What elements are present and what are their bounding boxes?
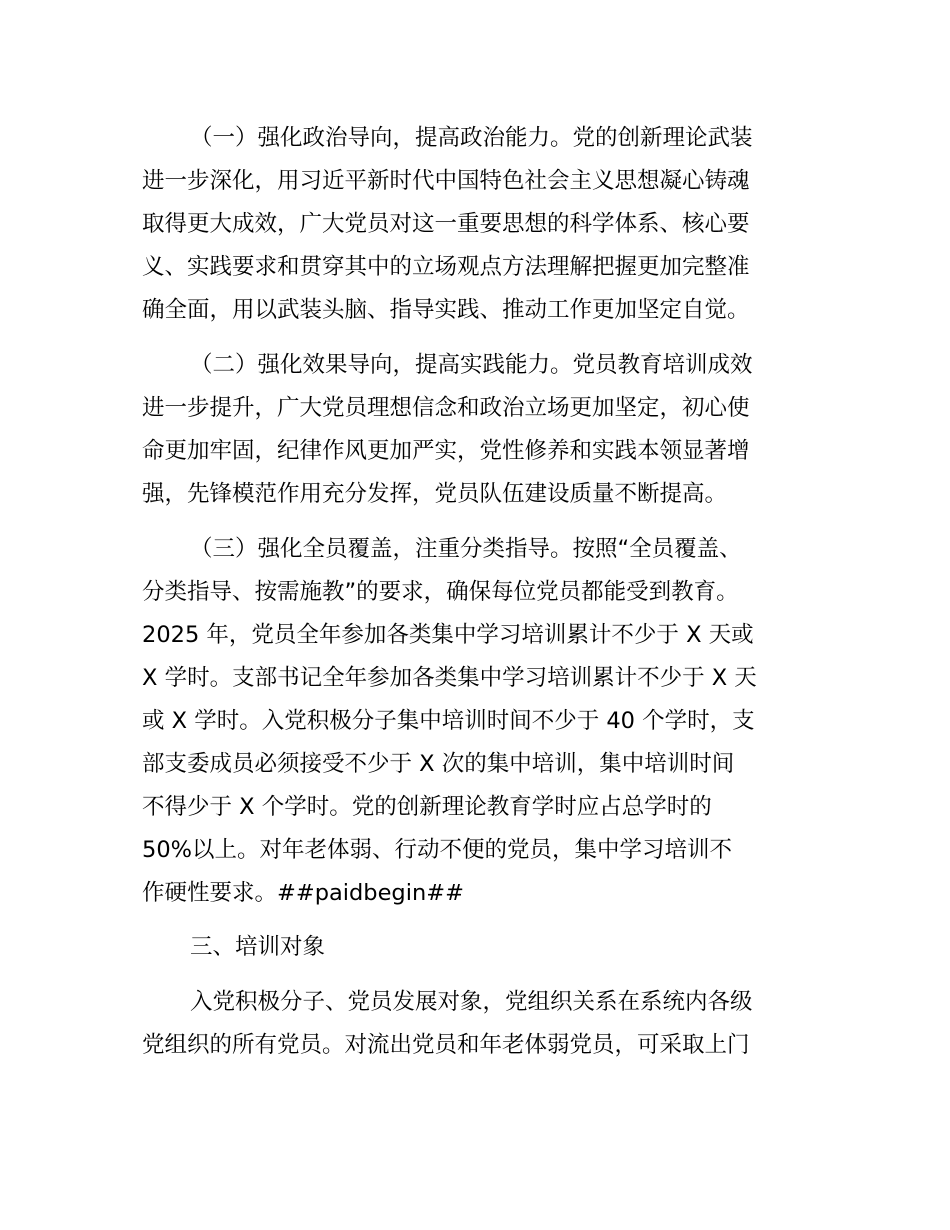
paragraph-4-line-2: 党组织的所有党员。对流出党员和年老体弱党员，可采取上门 — [142, 1032, 750, 1058]
paragraph-3-line-5: 或 X 学时。入党积极分子集中培训时间不少于 40 个学时，支 — [142, 708, 755, 734]
paragraph-3-line-8: 50%以上。对年老体弱、行动不便的党员，集中学习培训不 — [142, 837, 733, 863]
paragraph-3-line-4: X 学时。支部书记全年参加各类集中学习培训累计不少于 X 天 — [142, 665, 757, 691]
section-heading: 三、培训对象 — [190, 934, 326, 960]
paragraph-2-line-2: 进一步提升，广大党员理想信念和政治立场更加坚定，初心使 — [142, 395, 750, 421]
paragraph-2-line-1: （二）强化效果导向，提高实践能力。党员教育培训成效 — [190, 352, 753, 378]
paragraph-3-line-7: 不得少于 X 个学时。党的创新理论教育学时应占总学时的 — [142, 794, 712, 820]
paragraph-3-line-6: 部支委成员必须接受不少于 X 次的集中培训，集中培训时间 — [142, 751, 735, 777]
paragraph-1-line-1: （一）强化政治导向，提高政治能力。党的创新理论武装 — [190, 125, 753, 151]
paragraph-3-line-9: 作硬性要求。##paidbegin## — [142, 880, 464, 906]
paragraph-3-line-1: （三）强化全员覆盖，注重分类指导。按照“全员覆盖、 — [190, 536, 742, 562]
paragraph-3-line-3: 2025 年，党员全年参加各类集中学习培训累计不少于 X 天或 — [142, 622, 754, 648]
paragraph-1-line-3: 取得更大成效，广大党员对这一重要思想的科学体系、核心要 — [142, 211, 750, 237]
paragraph-1-line-2: 进一步深化，用习近平新时代中国特色社会主义思想凝心铸魂 — [142, 168, 750, 194]
paragraph-3-line-2: 分类指导、按需施教”的要求，确保每位党员都能受到教育。 — [142, 579, 739, 605]
paragraph-4-line-1: 入党积极分子、党员发展对象，党组织关系在系统内各级 — [190, 989, 753, 1015]
paragraph-2-line-4: 强，先锋模范作用充分发挥，党员队伍建设质量不断提高。 — [142, 481, 728, 507]
paragraph-2-line-3: 命更加牢固，纪律作风更加严实，党性修养和实践本领显著增 — [142, 438, 750, 464]
paragraph-1-line-5: 确全面，用以武装头脑、指导实践、推动工作更加坚定自觉。 — [142, 297, 750, 323]
paragraph-1-line-4: 义、实践要求和贯穿其中的立场观点方法理解把握更加完整准 — [142, 254, 750, 280]
